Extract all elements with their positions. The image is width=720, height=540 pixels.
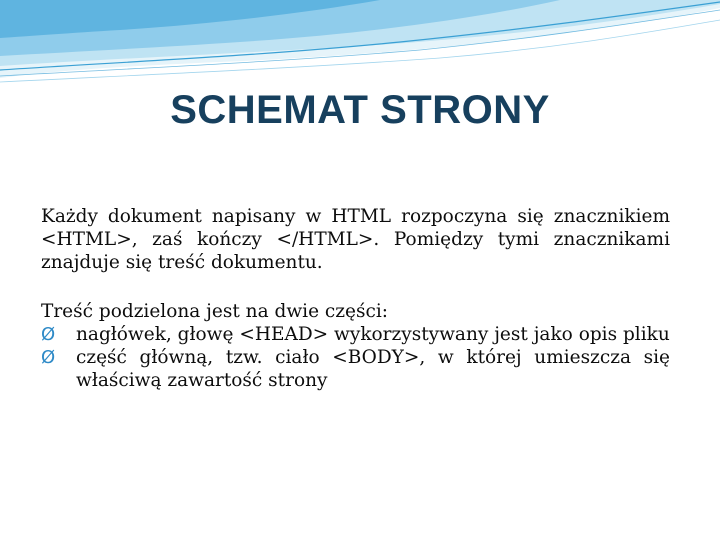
slide-body — [41, 205, 670, 392]
bullet-text: nagłówek, głowę <HEAD> wykorzystywany jest jako opis pliku — [76, 324, 670, 345]
slide-title: SCHEMAT STRONY — [170, 88, 550, 132]
arrow-bullet-icon: Ø — [41, 324, 56, 345]
bullet-item-body — [41, 346, 670, 392]
parts-heading: Treść podzielona jest na dwie części: — [41, 301, 388, 322]
intro-paragraph: Każdy dokument napisany w HTML rozpoczyna się znacznikiem <HTML>, zaś kończy </HTML>. Pomiędzy tymi znacznikami znajduje się treść dokumentu. — [41, 206, 670, 273]
bullet-item-head — [41, 323, 670, 346]
bullet-text: część główną, tzw. ciało <BODY>, w której umieszcza się właściwą zawartość strony — [76, 347, 670, 391]
arrow-bullet-icon: Ø — [41, 347, 56, 368]
